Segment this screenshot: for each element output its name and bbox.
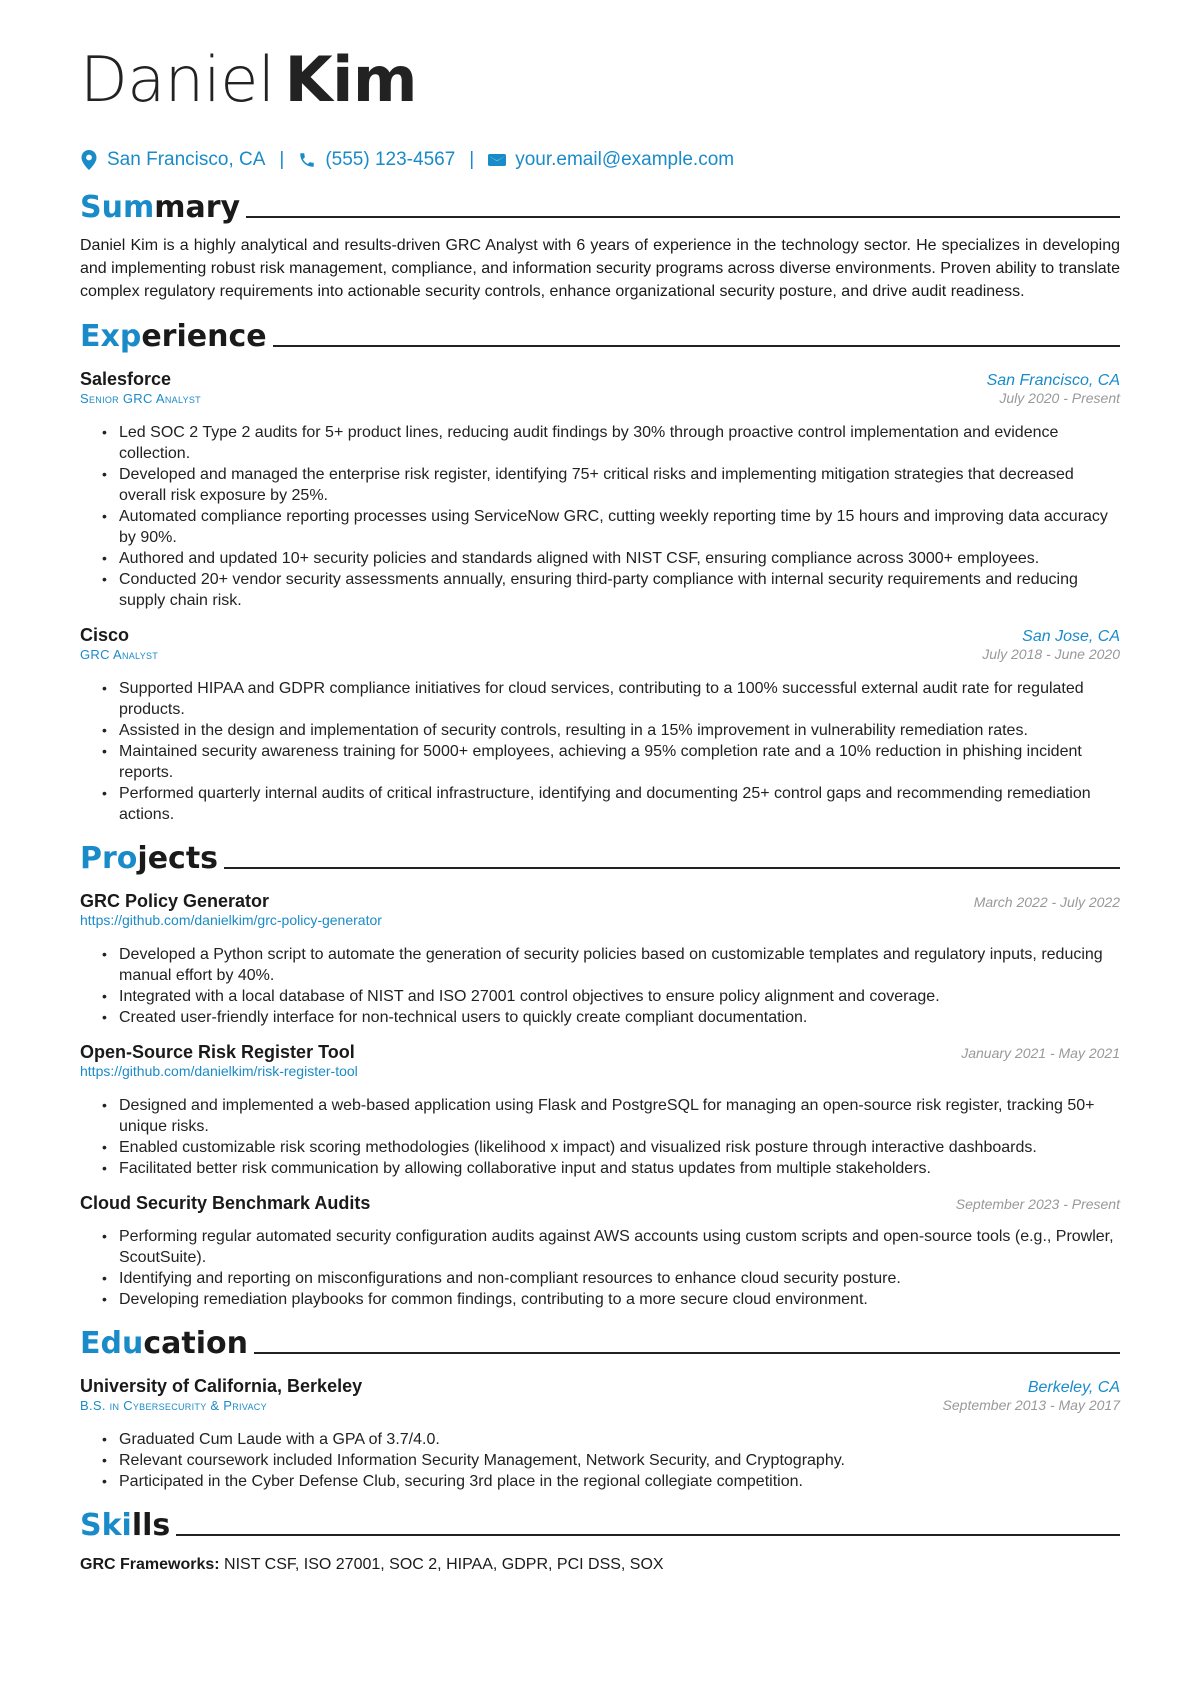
education-entry	[80, 1376, 1120, 1492]
contact-bar	[80, 146, 1120, 174]
job-role: Senior GRC Analyst	[80, 391, 201, 406]
bullet-item: • Designed and implemented a web-based application using Flask and PostgreSQL for managing an open-source risk register, tracking 50+ unique risks.	[102, 1095, 1120, 1137]
project-name: GRC Policy Generator	[80, 891, 270, 911]
bullet-item: • Performed quarterly internal audits of critical infrastructure, identifying and documenting 25+ control gaps and recommending remediation actions.	[102, 783, 1120, 825]
bullet-item: • Facilitated better risk communication by allowing collaborative input and status updates from multiple stakeholders.	[102, 1158, 1120, 1179]
contact-email[interactable]	[488, 149, 734, 171]
projects-heading	[80, 835, 1120, 877]
bullet-item: • Led SOC 2 Type 2 audits for 5+ product lines, reducing audit findings by 30% through proactive control implementation and evidence collection.	[102, 422, 1120, 464]
project-dates: March 2022 - July 2022	[973, 894, 1120, 910]
bullet-item: • Relevant coursework included Information Security Management, Network Security, and Cryptography.	[102, 1450, 1120, 1471]
skills-heading	[80, 1502, 1120, 1544]
bullet-item: • Developing remediation playbooks for common findings, contributing to a more secure cloud environment.	[102, 1289, 1120, 1310]
contact-separator: |	[279, 149, 285, 170]
summary-text: Daniel Kim is a highly analytical and results-driven GRC Analyst with 6 years of experience in the technology sector. He specializes in developing and implementing robust risk management, compliance, and information security programs across diverse environments. Proven ability to translate complex regulatory requirements into actionable security controls, enhance organizational security posture, and drive audit readiness.	[80, 237, 1120, 300]
job-location: San Francisco, CA	[986, 372, 1120, 389]
bullet-item: • Developed and managed the enterprise risk register, identifying 75+ critical risks and implementing mitigation strategies that decreased overall risk exposure by 25%.	[102, 464, 1120, 506]
contact-separator: |	[469, 149, 475, 170]
email-text: your.email@example.com	[515, 149, 735, 170]
bullet-item: • Automated compliance reporting processes using ServiceNow GRC, cutting weekly reporting time by 15 hours and improving data accuracy by 90%.	[102, 506, 1120, 548]
last-name: Kim	[284, 43, 418, 116]
project-bullets	[80, 1095, 1120, 1179]
bullet-item: • Supported HIPAA and GDPR compliance initiatives for cloud services, contributing to a 100% successful external audit rate for regulated products.	[102, 678, 1120, 720]
job-entry	[80, 369, 1120, 611]
skills-label: GRC Frameworks:	[80, 1556, 220, 1573]
job-dates: July 2020 - Present	[999, 390, 1120, 406]
resume-page	[80, 40, 1120, 1574]
degree: B.S. in Cybersecurity & Privacy	[80, 1398, 267, 1413]
section-title: Summary	[80, 190, 241, 225]
section-rule	[246, 216, 1120, 218]
experience-heading	[80, 313, 1120, 355]
candidate-name	[80, 40, 1120, 120]
location-text: San Francisco, CA	[107, 149, 266, 170]
envelope-icon	[488, 150, 506, 170]
project-bullets	[80, 1226, 1120, 1310]
bullet-item: • Maintained security awareness training for 5000+ employees, achieving a 95% completion rate and a 10% reduction in phishing incident reports.	[102, 741, 1120, 783]
bullet-item: • Participated in the Cyber Defense Club, securing 3rd place in the regional collegiate competition.	[102, 1471, 1120, 1492]
section-title: Projects	[80, 841, 219, 876]
contact-phone[interactable]	[298, 149, 455, 171]
summary-heading	[80, 184, 1120, 226]
section-title: Experience	[80, 319, 267, 354]
section-title: Education	[80, 1326, 248, 1361]
job-bullets	[80, 678, 1120, 825]
education-dates: September 2013 - May 2017	[942, 1397, 1120, 1413]
school-location: Berkeley, CA	[1027, 1379, 1120, 1396]
education-heading	[80, 1320, 1120, 1362]
section-rule	[224, 867, 1120, 869]
bullet-item: • Graduated Cum Laude with a GPA of 3.7/4.0.	[102, 1429, 1120, 1450]
job-bullets	[80, 422, 1120, 611]
bullet-item: • Performing regular automated security configuration audits against AWS accounts using custom scripts and open-source tools (e.g., Prowler, ScoutSuite).	[102, 1226, 1120, 1268]
project-entry	[80, 891, 1120, 1028]
education-bullets	[80, 1429, 1120, 1492]
contact-location	[80, 149, 265, 171]
bullet-item: • Developed a Python script to automate the generation of security policies based on customizable templates and regulatory inputs, reducing manual effort by 40%.	[102, 944, 1120, 986]
job-entry	[80, 625, 1120, 825]
project-name: Cloud Security Benchmark Audits	[80, 1193, 371, 1213]
map-pin-icon	[80, 150, 98, 170]
skills-line	[80, 1556, 1120, 1574]
section-title: Skills	[80, 1508, 171, 1543]
bullet-item: • Authored and updated 10+ security policies and standards aligned with NIST CSF, ensuring compliance across 3000+ employees.	[102, 548, 1120, 569]
job-role: GRC Analyst	[80, 647, 159, 662]
company-name: Salesforce	[80, 369, 172, 389]
project-entry	[80, 1042, 1120, 1179]
first-name: Daniel	[80, 43, 275, 116]
section-rule	[176, 1534, 1120, 1536]
job-location: San Jose, CA	[1022, 628, 1120, 645]
job-dates: July 2018 - June 2020	[982, 646, 1120, 662]
skills-value: NIST CSF, ISO 27001, SOC 2, HIPAA, GDPR, PCI DSS, SOX	[224, 1556, 664, 1573]
project-link[interactable]: https://github.com/danielkim/risk-register-tool	[80, 1063, 358, 1079]
company-name: Cisco	[80, 625, 130, 645]
project-link[interactable]: https://github.com/danielkim/grc-policy-generator	[80, 912, 382, 928]
phone-icon	[298, 150, 316, 170]
project-entry	[80, 1193, 1120, 1310]
school-name: University of California, Berkeley	[80, 1376, 363, 1396]
bullet-item: • Enabled customizable risk scoring methodologies (likelihood x impact) and visualized risk posture through interactive dashboards.	[102, 1137, 1120, 1158]
bullet-item: • Identifying and reporting on misconfigurations and non-compliant resources to enhance cloud security posture.	[102, 1268, 1120, 1289]
project-bullets	[80, 944, 1120, 1028]
bullet-item: • Assisted in the design and implementation of security controls, resulting in a 15% improvement in vulnerability remediation rates.	[102, 720, 1120, 741]
project-dates: January 2021 - May 2021	[961, 1045, 1120, 1061]
section-rule	[273, 345, 1120, 347]
phone-text: (555) 123-4567	[325, 149, 456, 170]
section-rule	[254, 1352, 1120, 1354]
bullet-item: • Created user-friendly interface for non-technical users to quickly create compliant documentation.	[102, 1007, 1120, 1028]
bullet-item: • Conducted 20+ vendor security assessments annually, ensuring third-party compliance with internal security requirements and reducing supply chain risk.	[102, 569, 1120, 611]
bullet-item: • Integrated with a local database of NIST and ISO 27001 control objectives to ensure policy alignment and coverage.	[102, 986, 1120, 1007]
project-dates: September 2023 - Present	[955, 1196, 1120, 1212]
project-name: Open-Source Risk Register Tool	[80, 1042, 355, 1062]
